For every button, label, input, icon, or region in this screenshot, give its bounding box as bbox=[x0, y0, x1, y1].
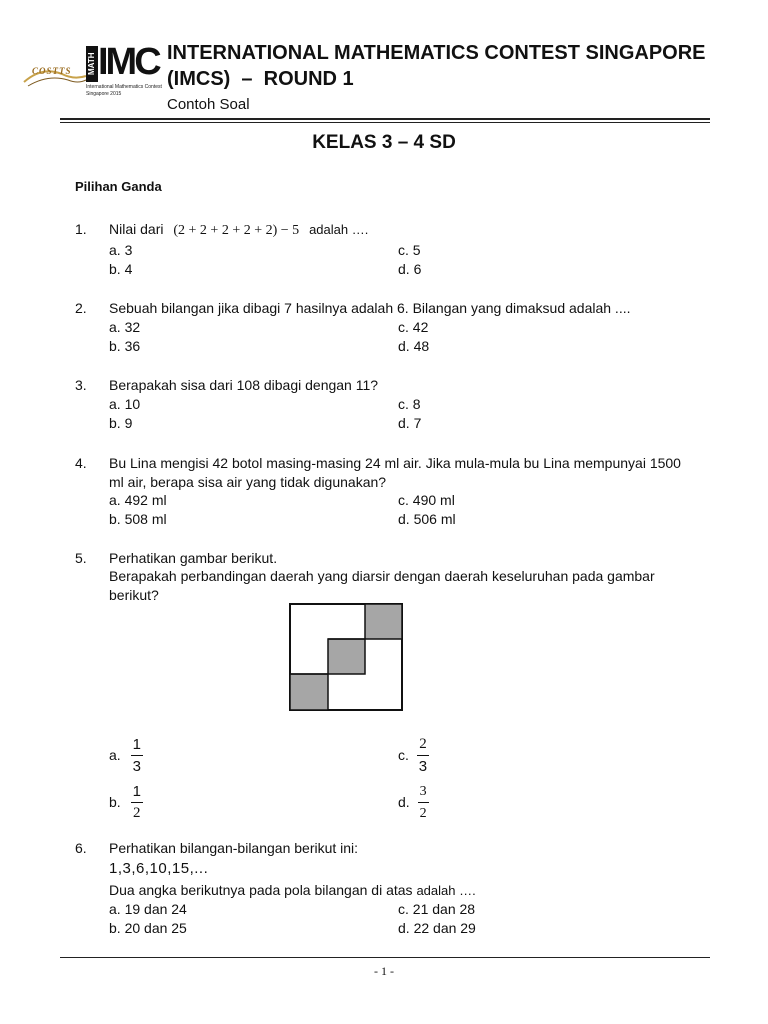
shaded-cell-middle bbox=[328, 639, 365, 674]
question-1-expression: (2 + 2 + 2 + 2 + 2) − 5 bbox=[173, 223, 300, 238]
header-rule-thick bbox=[60, 118, 710, 120]
question-6-suffix: adalah …. bbox=[416, 883, 476, 898]
fraction-bar bbox=[131, 755, 143, 756]
header-title-line1: INTERNATIONAL MATHEMATICS CONTEST SINGAPORE bbox=[167, 42, 706, 64]
q5-option-d[interactable] bbox=[398, 782, 429, 823]
question-6-prefix: Dua angka berikutnya pada pola bilangan di atas bbox=[109, 882, 413, 898]
question-1-text bbox=[109, 220, 368, 240]
question-6-text-line3 bbox=[109, 881, 476, 900]
question-3-number: 3. bbox=[75, 377, 87, 393]
q5-option-b-numerator: 1 bbox=[132, 783, 141, 800]
footer-rule bbox=[60, 957, 710, 958]
question-6-sequence: 1,3,6,10,15,... bbox=[109, 860, 209, 877]
question-4-text-line1: Bu Lina mengisi 42 botol masing-masing 24 ml air. Jika mula-mula bu Lina mempunyai 1500 bbox=[109, 455, 681, 471]
q5-option-b-denominator: 2 bbox=[133, 805, 141, 821]
question-5-number: 5. bbox=[75, 550, 87, 566]
q3-option-a[interactable]: a. 10 bbox=[109, 396, 141, 412]
q5-option-a-fraction bbox=[131, 735, 143, 776]
q5-option-a-numerator: 1 bbox=[132, 736, 141, 753]
q4-option-d[interactable]: d. 506 ml bbox=[398, 511, 456, 527]
question-5-text-line3: berikut? bbox=[109, 587, 159, 603]
question-2-text: Sebuah bilangan jika dibagi 7 hasilnya adalah 6. Bilangan yang dimaksud adalah .... bbox=[109, 300, 631, 316]
section-heading: Pilihan Ganda bbox=[75, 179, 162, 194]
question-2-number: 2. bbox=[75, 300, 87, 316]
q2-option-a[interactable]: a. 32 bbox=[109, 319, 141, 335]
header-subtitle: Contoh Soal bbox=[167, 96, 250, 113]
fraction-bar bbox=[131, 802, 143, 803]
logo-vertical-text: MATH bbox=[86, 46, 98, 82]
header-rule-thin bbox=[60, 122, 710, 123]
q1-option-b[interactable]: b. 4 bbox=[109, 261, 133, 277]
side-logo bbox=[22, 60, 88, 88]
shaded-cell-bottom bbox=[290, 674, 328, 710]
q4-option-c[interactable]: c. 490 ml bbox=[398, 492, 455, 508]
q6-option-d[interactable]: d. 22 dan 29 bbox=[398, 920, 476, 936]
q5-option-b-fraction bbox=[131, 782, 143, 823]
logo-caption-line1: International Mathematics Contest bbox=[86, 84, 162, 90]
q6-option-a[interactable]: a. 19 dan 24 bbox=[109, 901, 187, 917]
q2-option-c[interactable]: c. 42 bbox=[398, 319, 429, 335]
q5-option-d-fraction bbox=[418, 782, 429, 823]
q6-option-c[interactable]: c. 21 dan 28 bbox=[398, 901, 476, 917]
question-6-text-line1: Perhatikan bilangan-bilangan berikut ini: bbox=[109, 840, 359, 856]
side-logo-text: COSTTS bbox=[32, 66, 72, 76]
q3-option-d[interactable]: d. 7 bbox=[398, 415, 422, 431]
logo-text: IMC bbox=[98, 41, 159, 83]
q5-option-c-letter: c. bbox=[398, 747, 409, 763]
q5-option-b-letter: b. bbox=[109, 794, 121, 810]
logo-caption-line2: Singapore 2015 bbox=[86, 91, 122, 97]
q5-option-b[interactable] bbox=[109, 782, 143, 823]
question-3-text: Berapakah sisa dari 108 dibagi dengan 11? bbox=[109, 377, 379, 393]
q1-option-d[interactable]: d. 6 bbox=[398, 261, 422, 277]
shaded-square-figure bbox=[288, 602, 406, 712]
q5-option-d-denominator: 2 bbox=[419, 806, 427, 821]
q2-option-b[interactable]: b. 36 bbox=[109, 338, 141, 354]
q5-option-c-denominator: 3 bbox=[418, 758, 428, 775]
q2-option-d[interactable]: d. 48 bbox=[398, 338, 430, 354]
q1-option-a[interactable]: a. 3 bbox=[109, 242, 133, 258]
q3-option-c[interactable]: c. 8 bbox=[398, 396, 421, 412]
fraction-bar bbox=[418, 802, 429, 803]
q5-option-c-fraction bbox=[417, 735, 429, 776]
q3-option-b[interactable]: b. 9 bbox=[109, 415, 133, 431]
question-1-number: 1. bbox=[75, 221, 87, 237]
q5-option-c[interactable] bbox=[398, 735, 429, 776]
q5-option-c-numerator: 2 bbox=[419, 736, 427, 752]
q5-option-a-letter: a. bbox=[109, 747, 121, 763]
q5-option-d-numerator: 3 bbox=[419, 784, 427, 799]
question-5-text-line2: Berapakah perbandingan daerah yang diarsir dengan daerah keseluruhan pada gambar bbox=[109, 568, 655, 584]
q1-option-c[interactable]: c. 5 bbox=[398, 242, 421, 258]
header-title-line2: (IMCS) – ROUND 1 bbox=[167, 68, 354, 90]
q4-option-a[interactable]: a. 492 ml bbox=[109, 492, 167, 508]
question-4-number: 4. bbox=[75, 455, 87, 471]
question-4-text-line2: ml air, berapa sisa air yang tidak digunakan? bbox=[109, 474, 387, 490]
q5-option-a[interactable] bbox=[109, 735, 143, 776]
question-1-prefix: Nilai dari bbox=[109, 221, 164, 237]
fraction-bar bbox=[417, 755, 429, 756]
question-1-suffix: adalah …. bbox=[309, 222, 369, 237]
page-number: - 1 - bbox=[374, 964, 394, 978]
question-5-text-line1: Perhatikan gambar berikut. bbox=[109, 550, 278, 566]
imc-logo bbox=[86, 41, 162, 104]
question-6-number: 6. bbox=[75, 840, 87, 856]
q4-option-b[interactable]: b. 508 ml bbox=[109, 511, 167, 527]
q5-option-d-letter: d. bbox=[398, 794, 410, 810]
shaded-cell-top bbox=[365, 604, 402, 639]
q6-option-b[interactable]: b. 20 dan 25 bbox=[109, 920, 187, 936]
class-heading: KELAS 3 – 4 SD bbox=[312, 132, 456, 153]
q5-option-a-denominator: 3 bbox=[132, 758, 141, 775]
